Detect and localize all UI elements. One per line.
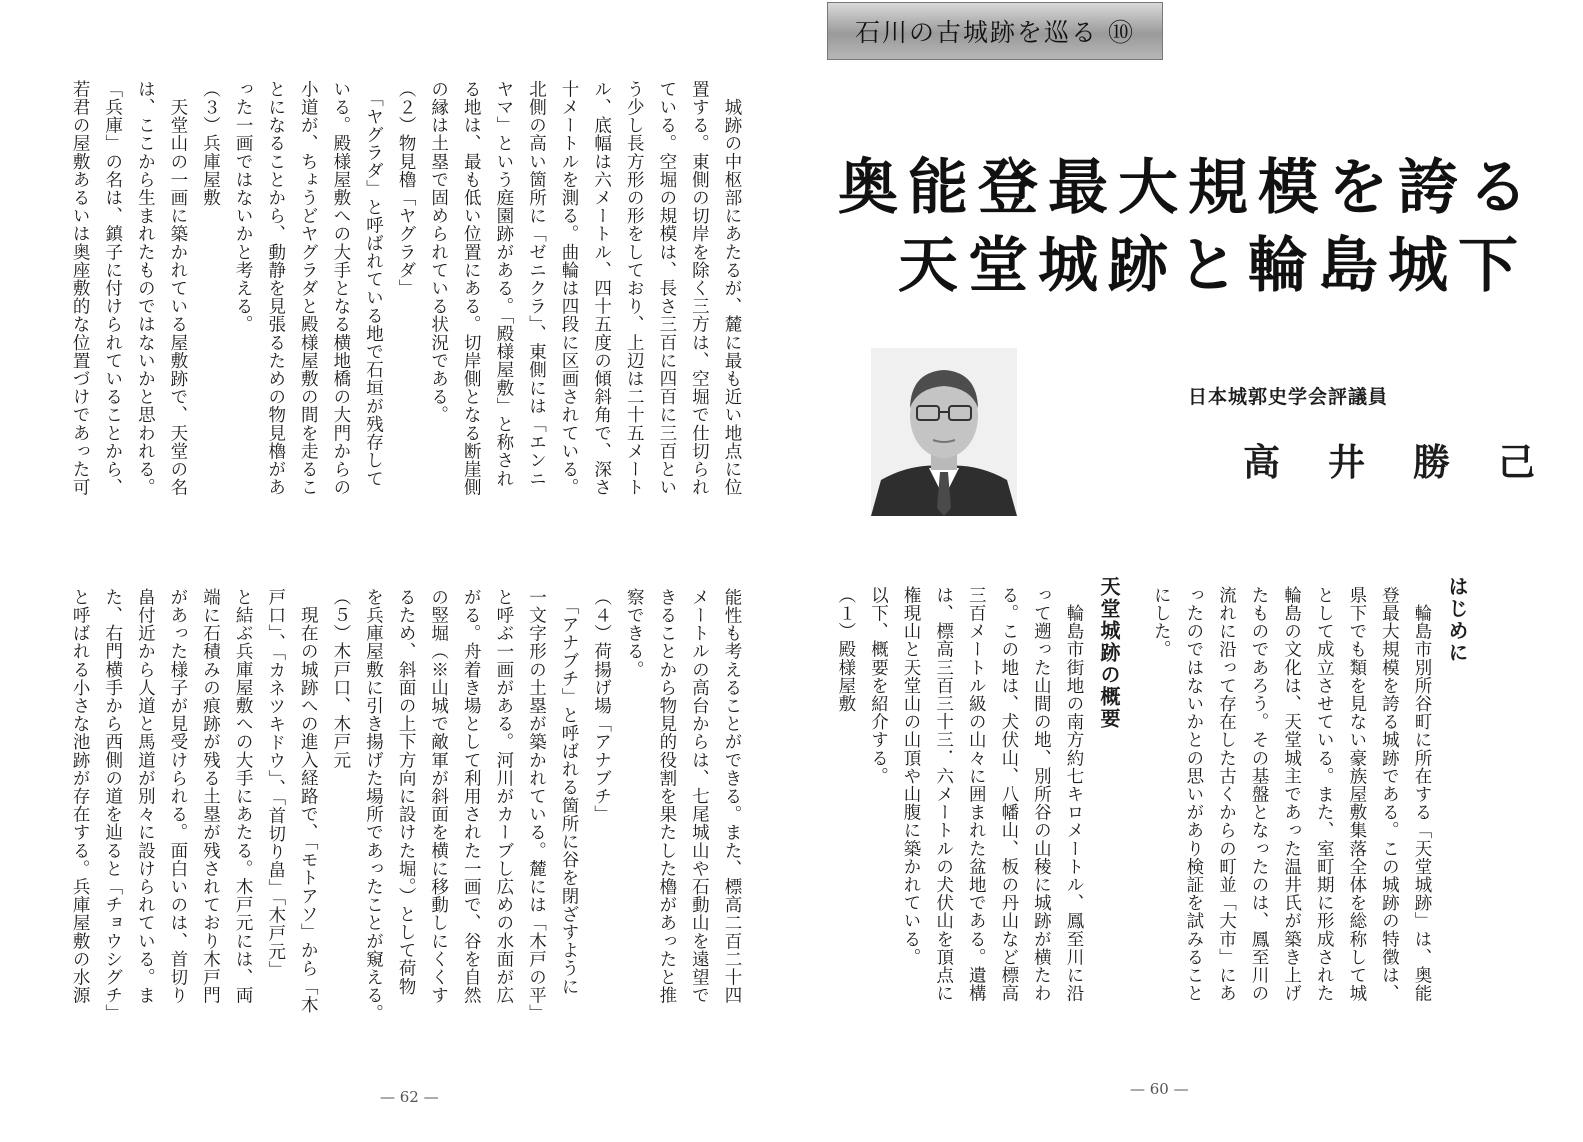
series-banner (827, 2, 1163, 60)
series-title: 石川の古城跡を巡る ⑩ (855, 18, 1135, 47)
author-name: 高井勝己 (1243, 441, 1583, 484)
article-title-line-2: 天堂城跡と輪島城下 (898, 231, 1528, 301)
section-overview-text: 輪島市街地の南方約七キロメートル、鳳至川に沿 って遡った山間の地、別所谷の山稜に城跡が横たわ る。この地は、犬伏山、八幡山、板の丹山など標高 三百メートル級の山々に囲まれた盆地である。遺構 は、標高三百三十三．六メートルの犬伏山を頂点に 権現山と天堂山の山頂や山腹に築かれている。 以下、概要を紹介する。 （１）殿様屋敷 (835, 586, 1084, 1003)
section-intro-heading: はじめに (1445, 576, 1469, 664)
left-page-lower-text: 能性も考えることができる。また、標高二百二十四 メートルの高台からは、七尾城山や石動山を遠望で きることから物見的役割を果たした櫓があったと推 察できる。 （４）荷揚げ場「アナブチ」 「アナブチ」と呼ばれる箇所に谷を閉ざすように 一文字形の土塁が築かれている。麓には「木戸の平」 と呼ぶ一画がある。河川がカーブし広めの水面が広 がる。舟着き場として利用された一画で、谷を自然 の竪堀（※山城で敵軍が斜面を横に移動しにくくす るため、斜面の上下方向に設けた堀。）として荷物 を兵庫屋敷に引き揚げた場所であったことが窺える。 （５）木戸口、木戸元 現在の城跡への進入経路で、「モトアソ」から「木 戸口」、「カネツキドウ」、「首切り畠」「木戸元」 と結ぶ兵庫屋敷への大手にあたる。木戸元には、両 端に石積みの痕跡が残る土塁が残されており木戸門 があった様子が見受けられる。面白いのは、首切り 畠付近から人道と馬道が別々に設けられている。ま た、右門横手から西側の道を辿ると「チョウシグチ」 と呼ばれる小さな池跡が存在する。兵庫屋敷の水源 (70, 588, 742, 1023)
left-page-number: — 62 — (380, 1088, 439, 1106)
author-portrait-icon (871, 348, 1017, 516)
left-page-upper-text: 城跡の中枢部にあたるが、麓に最も近い地点に位 置する。東側の切岸を除く三方は、空堀で仕切られ ている。空堀の規模は、長さ三百に四百に三百とい う少し長方形の形をしており、上辺は二十五メート ル、底幅は六メートル、四十五度の傾斜角で、深さ 十メートルを測る。曲輪は四段に区画されている。 北側の高い箇所に「ゼニクラ」、東側には「エンニ ヤマ」という庭園跡がある。「殿様屋敷」と称され る地は、最も低い位置にある。切岸側となる断崖側 の縁は土塁で固められている状況である。 （２）物見櫓「ヤグラダ」 「ヤグラダ」と呼ばれている地で石垣が残存して いる。殿様屋敷への大手となる横地橋の大門からの 小道が、ちょうどヤグラダと殿様屋敷の間を走るこ とになることから、動静を見張るための物見櫓があ った一画ではないかと考える。 （３）兵庫屋敷 天堂山の一画に築かれている屋敷跡で、天堂の名 は、ここから生まれたものではないかと思われる。 「兵庫」の名は、鎮子に付けられていることから、 若君の屋敷あるいは奥座敷的な位置づけであった可 (70, 80, 742, 497)
author-affiliation: 日本城郭史学会評議員 (1188, 386, 1389, 408)
right-page-number: — 60 — (1130, 1080, 1189, 1098)
section-intro-text: 輪島市別所谷町に所在する「天堂城跡」は、奥能 登最大規模を誇る城跡である。この城跡の特徴は、 県下でも類を見ない豪族屋敷集落全体を総称して城 として成立させている。また、室町期に形成された 輪島の文化は、天堂城主であった温井氏が築き上げ たものであろう。その基盤となったのは、鳳至川の 流れに沿って存在した古くからの町並「大市」にあ ったのではないかとの思いがあり検証を試みること にした。 (1151, 586, 1432, 1003)
author-portrait (871, 348, 1017, 516)
article-title-line-1: 奥能登最大規模を誇る (838, 153, 1538, 223)
section-overview-heading: 天堂城跡の概要 (1097, 576, 1121, 730)
